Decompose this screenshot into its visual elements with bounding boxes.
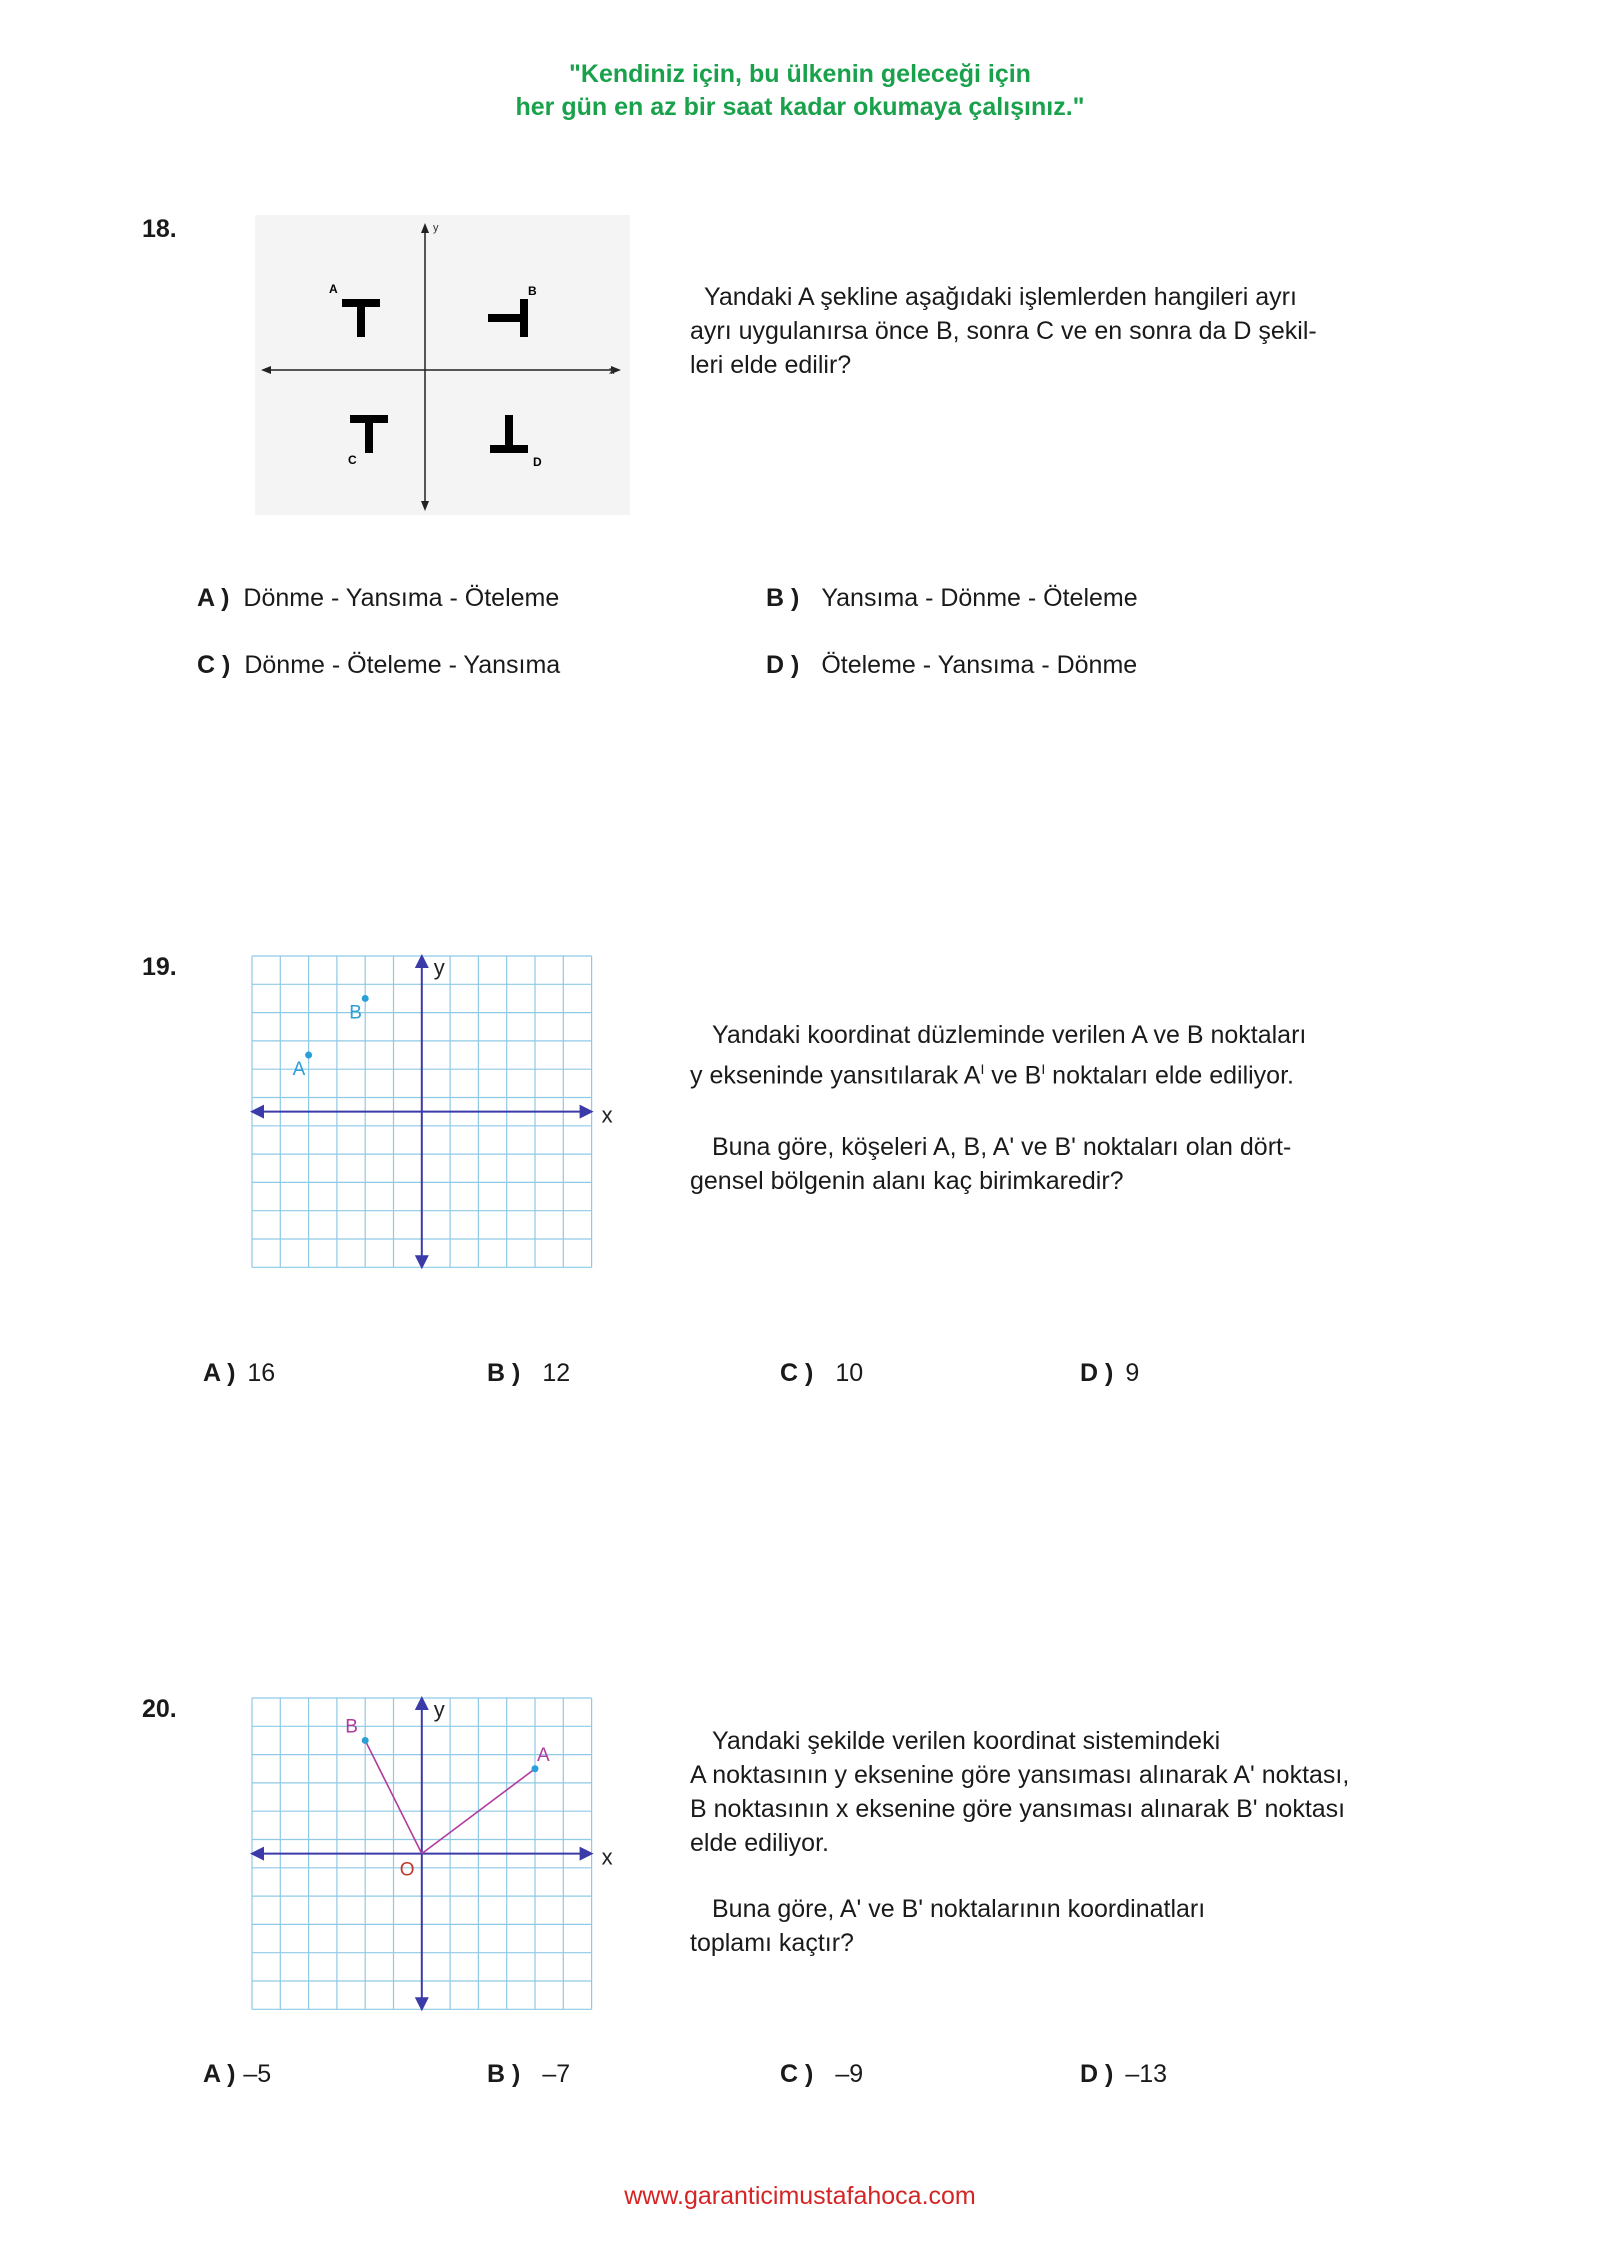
q18-option-d-text: Öteleme - Yansıma - Dönme: [821, 651, 1138, 679]
q19-option-d[interactable]: [1080, 1359, 1139, 1388]
q19-option-a-letter: A ): [203, 1359, 236, 1387]
q18-option-c-letter: C ): [197, 651, 231, 679]
q20-x-label: x: [601, 1844, 613, 1870]
q19-option-a[interactable]: [203, 1359, 275, 1388]
q20-option-a-text: –5: [243, 2060, 272, 2088]
q19-option-a-text: 16: [247, 1359, 276, 1387]
q19-option-b-text: 12: [542, 1359, 571, 1387]
q19-point-label-a: A: [292, 1059, 306, 1081]
q20-option-b[interactable]: [487, 2060, 570, 2089]
q18-text-line-1: Yandaki A şekline aşağıdaki işlemlerden hangileri ayrı: [704, 283, 1297, 311]
q19-option-c[interactable]: [780, 1359, 863, 1388]
q18-option-a[interactable]: [197, 584, 559, 613]
q20-option-b-text: –7: [542, 2060, 571, 2088]
q18-option-c-text: Dönme - Öteleme - Yansıma: [244, 651, 561, 679]
q19-y-label: y: [433, 955, 445, 980]
q18-option-d-letter: D ): [766, 651, 800, 679]
quote-line-1: "Kendiniz için, bu ülkenin geleceği için: [569, 60, 1031, 88]
q18-option-b[interactable]: [766, 584, 1138, 613]
q20-text-line-6: toplamı kaçtır?: [690, 1929, 854, 1957]
q19-option-d-text: 9: [1125, 1359, 1140, 1387]
q18-text-line-2: ayrı uygulanırsa önce B, sonra C ve en sonra da D şekil-: [690, 317, 1317, 345]
q18-figure-background: [255, 215, 630, 515]
q19-point-label-b: B: [349, 1002, 362, 1024]
q20-option-b-letter: B ): [487, 2060, 521, 2088]
q18-label-c: C: [348, 453, 357, 467]
q20-option-d-letter: D ): [1080, 2060, 1114, 2088]
q18-option-b-letter: B ): [766, 584, 800, 612]
q20-option-d-text: –13: [1125, 2060, 1168, 2088]
q18-label-b: B: [528, 284, 537, 298]
q19-option-d-letter: D ): [1080, 1359, 1114, 1387]
q19-sup-1: I: [980, 1061, 985, 1077]
q20-option-d[interactable]: [1080, 2060, 1167, 2089]
q19-option-c-letter: C ): [780, 1359, 814, 1387]
q20-origin-label: O: [399, 1859, 415, 1881]
quote-line-2: her gün en az bir saat kadar okumaya çalışınız.": [515, 93, 1085, 121]
q20-y-label: y: [433, 1697, 445, 1722]
q19-option-b[interactable]: [487, 1359, 570, 1388]
q20-option-a-letter: A ): [203, 2060, 236, 2088]
q20-point-a: [532, 1765, 539, 1772]
q18-label-a: A: [329, 282, 338, 296]
q19-text-line-3: Buna göre, köşeleri A, B, A' ve B' noktaları olan dört-: [712, 1133, 1292, 1162]
q20-text-line-1: Yandaki şekilde verilen koordinat sistemindeki: [712, 1727, 1221, 1755]
q18-label-d: D: [533, 455, 542, 469]
q19-point-b: [362, 995, 369, 1002]
header-quote: [0, 58, 1600, 124]
q18-text-line-3: leri elde edilir?: [690, 351, 852, 379]
q19-text-part-2: ve B: [984, 1061, 1042, 1090]
q19-text-part-1: y ekseninde yansıtılarak A: [690, 1061, 981, 1090]
q20-text-line-3: B noktasının x eksenine göre yansıması alınarak B' noktası: [690, 1795, 1346, 1823]
q20-point-label-a: A: [537, 1744, 550, 1766]
q19-text-line-1: Yandaki koordinat düzleminde verilen A ve B noktaları: [712, 1021, 1307, 1049]
q19-option-b-letter: B ): [487, 1359, 521, 1387]
q19-coordinate-figure: [250, 950, 630, 1270]
q20-point-label-b: B: [345, 1716, 358, 1738]
q20-question-text: [690, 1724, 1430, 1960]
q18-option-c[interactable]: [197, 651, 560, 680]
q19-text-line-2: [690, 1052, 1410, 1092]
question-18-number: 18.: [142, 215, 177, 243]
q20-option-c-letter: C ): [780, 2060, 814, 2088]
q20-option-c[interactable]: [780, 2060, 863, 2089]
q18-question-text: [690, 280, 1390, 382]
q20-coordinate-figure: [250, 1692, 630, 2012]
q20-text-line-4: elde ediliyor.: [690, 1829, 829, 1857]
question-19-number: 19.: [142, 953, 177, 981]
q20-text-line-5: Buna göre, A' ve B' noktalarının koordinatları: [712, 1895, 1206, 1923]
q20-point-b: [362, 1737, 369, 1744]
q18-y-label: y: [433, 222, 439, 234]
footer-url[interactable]: www.garanticimustafahoca.com: [624, 2182, 976, 2210]
q20-text-line-2: A noktasının y eksenine göre yansıması alınarak A' noktası,: [690, 1761, 1350, 1789]
q18-option-b-text: Yansıma - Dönme - Öteleme: [821, 584, 1138, 612]
q19-point-a: [305, 1052, 312, 1059]
q19-text-part-3: noktaları elde ediliyor.: [1045, 1061, 1294, 1090]
q19-option-c-text: 10: [835, 1359, 864, 1387]
q18-figure: [255, 215, 630, 515]
q19-sup-2: I: [1041, 1061, 1046, 1077]
q18-option-a-text: Dönme - Yansıma - Öteleme: [243, 584, 560, 612]
q18-x-label: x: [609, 365, 615, 377]
question-20-number: 20.: [142, 1695, 177, 1723]
q20-option-c-text: –9: [835, 2060, 864, 2088]
q18-option-a-letter: A ): [197, 584, 230, 612]
q19-x-label: x: [601, 1102, 613, 1128]
q19-question-text: [690, 1018, 1410, 1198]
q18-option-d[interactable]: [766, 651, 1137, 680]
q20-option-a[interactable]: [203, 2060, 271, 2089]
q19-text-line-4: gensel bölgenin alanı kaç birimkaredir?: [690, 1167, 1124, 1196]
